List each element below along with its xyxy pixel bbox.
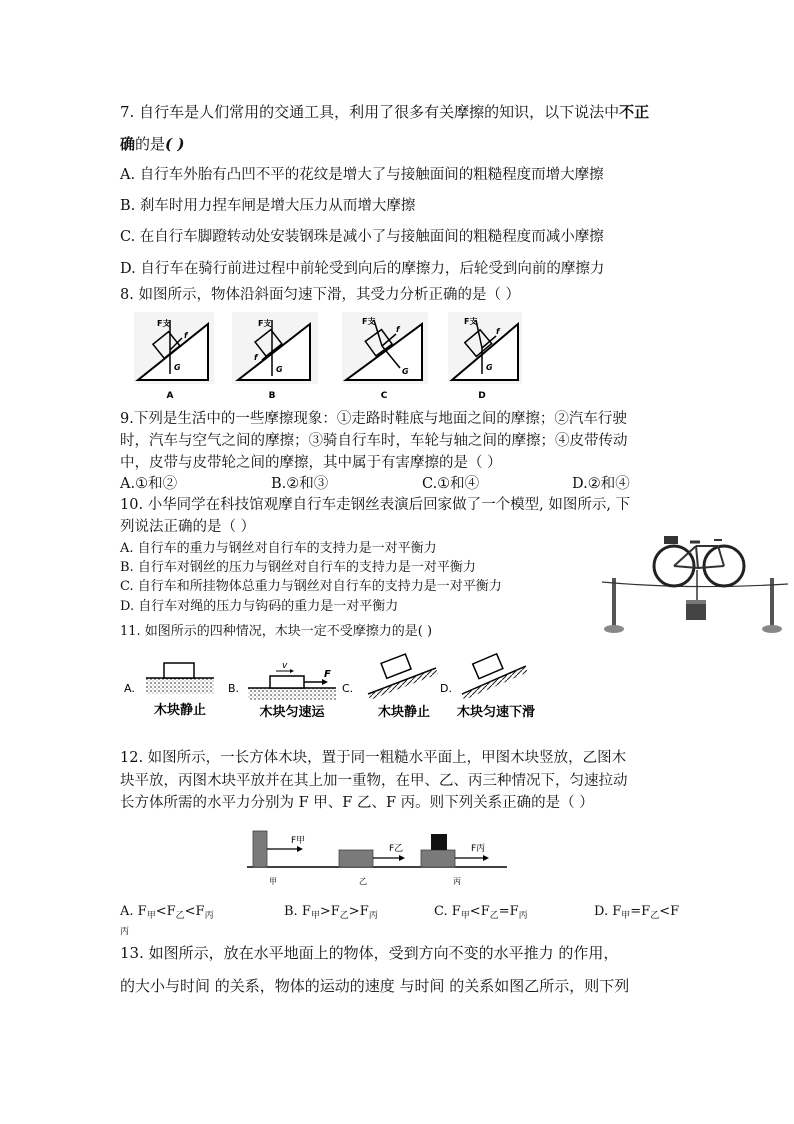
- q7-stem-line2: [120, 135, 184, 153]
- q8-a-gravity-label: G: [174, 363, 181, 372]
- q12-caption-bing: 丙: [453, 877, 461, 886]
- q11-c-letter: C.: [342, 682, 354, 695]
- q11-figure: [122, 650, 552, 725]
- q11-stem: 11. 如图所示的四种情况，木块一定不受摩擦力的是( ): [120, 624, 433, 639]
- q11-c-caption: 木块静止: [377, 705, 431, 720]
- q12-caption-jia: 甲: [269, 877, 277, 886]
- q12-line2: 块平放，丙图木块平放并在其上加一重物，在甲、乙、丙三种情况下，匀速拉动: [120, 773, 628, 789]
- q8-c-support-label: F支: [362, 317, 376, 326]
- q7-stem-text: 7. 自行车是人们常用的交通工具，利用了很多有关摩擦的知识，以下说法中: [120, 103, 620, 121]
- q12-c-sub2: 乙: [489, 911, 499, 921]
- q8-d-support-label: F支: [464, 317, 478, 326]
- q12-d-sub2: 乙: [650, 911, 660, 921]
- q8-a-friction-label: f: [184, 331, 188, 340]
- q12-a-op1: <F: [155, 904, 176, 919]
- q12-b-sub2: 乙: [339, 911, 349, 921]
- q12-b-sub1: 甲: [310, 911, 320, 921]
- q10-line2: 列说法正确的是（ ）: [120, 519, 256, 535]
- q8-d-letter: D: [478, 391, 486, 401]
- q8-stem: 8. 如图所示，物体沿斜面匀速下滑，其受力分析正确的是（ ）: [120, 287, 521, 303]
- q12-a-letter: A. F: [120, 904, 147, 919]
- q10-option-d: D. 自行车对绳的压力与钩码的重力是一对平衡力: [120, 599, 399, 614]
- q8-figure: [130, 308, 530, 403]
- q12-b-sub3: 丙: [368, 911, 378, 921]
- q11-a-letter: A.: [124, 682, 135, 695]
- q8-c-friction-label: f: [396, 325, 400, 334]
- q8-panel-a: [134, 312, 214, 401]
- q9-line1: 9.下列是生活中的一些摩擦现象：①走路时鞋底与地面之间的摩擦；②汽车行驶: [120, 411, 627, 427]
- q12-c-letter: C. F: [434, 904, 461, 919]
- q7-stem-emphasis-2: 确: [120, 135, 136, 153]
- q7-option-c: C. 在自行车脚蹬转动处安装钢珠是减小了与接触面间的粗糙程度而减小摩擦: [120, 229, 604, 245]
- q11-b-caption: 木块匀速运: [259, 705, 325, 720]
- q7-option-b: B. 刹车时用力捏车闸是增大压力从而增大摩擦: [120, 198, 416, 214]
- q12-b-letter: B. F: [284, 904, 311, 919]
- q12-option-d: [594, 903, 679, 925]
- q10-option-b: B. 自行车对钢丝的压力与钢丝对自行车的支持力是一对平衡力: [120, 560, 476, 575]
- q8-panel-b: [232, 312, 318, 401]
- q7-stem-line1: [120, 103, 649, 121]
- q12-option-b: [284, 903, 378, 925]
- q12-a-op2: <F: [184, 904, 205, 919]
- q8-a-support-label: F支: [157, 319, 171, 328]
- q10-option-a: A. 自行车的重力与钢丝对自行车的支持力是一对平衡力: [120, 541, 437, 556]
- q12-a-sub3: 丙: [204, 911, 214, 921]
- q12-b-op2: >F: [348, 904, 369, 919]
- q10-line1: 10. 小华同学在科技馆观摩自行车走钢丝表演后回家做了一个模型, 如图所示, 下: [120, 497, 631, 513]
- q12-d-op1: =F: [630, 904, 651, 919]
- q8-panel-d: [448, 312, 522, 401]
- q9-line2: 时，汽车与空气之间的摩擦；③骑自行车时，车轮与轴之间的摩擦；④皮带传动: [120, 433, 628, 449]
- q12-force-bing: F丙: [471, 844, 486, 854]
- q10-bicycle-wire-figure: [600, 528, 790, 638]
- q8-d-gravity-label: G: [486, 363, 493, 372]
- q7-answer-paren: ( ): [165, 135, 185, 153]
- q8-c-letter: C: [380, 391, 388, 401]
- q12-option-a: [120, 903, 214, 925]
- q8-c-gravity-label: G: [402, 367, 409, 376]
- q11-b-velocity: v: [282, 661, 288, 671]
- q7-option-d: D. 自行车在骑行前进过程中前轮受到向后的摩擦力，后轮受到向前的摩擦力: [120, 261, 605, 277]
- q11-d-letter: D.: [440, 682, 452, 695]
- q7-stem-emphasis: 不正: [619, 103, 650, 121]
- q13-line1: 13. 如图所示，放在水平地面上的物体，受到方向不变的水平推力 的作用，: [120, 944, 619, 962]
- q9-option-c: C.①和④: [422, 476, 480, 492]
- q11-a-caption: 木块静止: [153, 703, 207, 718]
- q12-line1: 12. 如图所示，一长方体木块，置于同一粗糙水平面上，甲图木块竖放，乙图木: [120, 750, 627, 766]
- q11-b-letter: B.: [228, 682, 240, 695]
- q7-stem-tail: 的是: [135, 135, 166, 153]
- q10-option-c: C. 自行车和所挂物体总重力与钢丝对自行车的支持力是一对平衡力: [120, 579, 502, 594]
- q12-c-sub3: 丙: [518, 911, 528, 921]
- q12-c-sub1: 甲: [460, 911, 470, 921]
- q8-b-support-label: F支: [258, 319, 272, 328]
- q12-b-op1: >F: [319, 904, 340, 919]
- q9-option-a: A.①和②: [120, 476, 178, 492]
- q12-force-yi: F乙: [389, 844, 404, 854]
- q12-figure: [245, 826, 510, 891]
- q8-panel-c: [342, 312, 428, 401]
- q12-d-op2: <F: [659, 904, 680, 919]
- q9-option-d: D.②和④: [572, 476, 630, 492]
- q12-caption-yi: 乙: [359, 877, 367, 886]
- q12-line3: 长方体所需的水平力分别为 F 甲、F 乙、F 丙。则下列关系正确的是（ ）: [120, 795, 594, 811]
- q8-b-friction-label: f: [254, 353, 258, 362]
- q11-d-caption: 木块匀速下滑: [456, 705, 536, 720]
- q12-option-c: [434, 903, 528, 925]
- q8-b-letter: B: [268, 391, 276, 401]
- q12-c-op1: <F: [469, 904, 490, 919]
- q9-option-b: B.②和③: [271, 476, 329, 492]
- q7-option-a: A. 自行车外胎有凸凹不平的花纹是增大了与接触面间的粗糙程度而增大摩擦: [120, 167, 604, 183]
- q12-force-jia: F甲: [291, 836, 306, 846]
- q13-line2: 的大小与时间 的关系，物体的运动的速度 与时间 的关系如图乙所示，则下列: [120, 977, 630, 995]
- q11-b-force: F: [324, 669, 331, 680]
- q12-c-op2: =F: [498, 904, 519, 919]
- q12-a-sub1: 甲: [146, 911, 156, 921]
- q9-line3: 中，皮带与皮带轮之间的摩擦，其中属于有害摩擦的是（ ）: [120, 455, 502, 471]
- q12-option-d-wrap: 丙: [120, 927, 130, 937]
- q12-d-sub1: 甲: [621, 911, 631, 921]
- q8-b-gravity-label: G: [276, 365, 283, 374]
- q8-d-friction-label: f: [496, 327, 500, 336]
- q12-a-sub2: 乙: [175, 911, 185, 921]
- q12-d-letter: D. F: [594, 904, 622, 919]
- q8-a-letter: A: [166, 391, 174, 401]
